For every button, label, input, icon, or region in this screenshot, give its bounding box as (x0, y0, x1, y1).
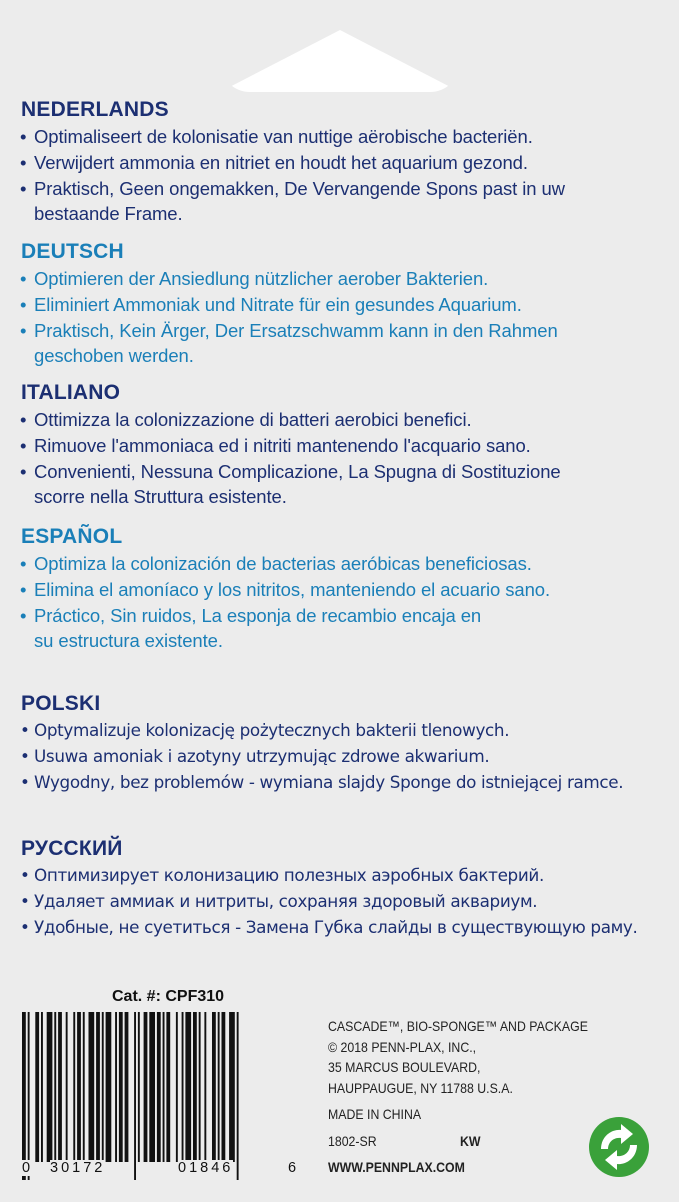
bullet-espanol-2: • Elimina el amoníaco y los nitritos, manteniendo el acuario sano. (21, 577, 554, 602)
legal-trademark: CASCADE™, BIO-SPONGE™ AND PACKAGE (328, 1018, 588, 1034)
legal-address-city: HAUPPAUGUE, NY 11788 U.S.A. (328, 1079, 513, 1096)
section-deutsch (21, 240, 671, 369)
barcode-bars (20, 1012, 292, 1180)
catalog-number: Cat. #: CPF310 (112, 988, 225, 1005)
hang-tab-cutout (220, 30, 460, 92)
barcode-digit-right: 6 (288, 1160, 297, 1176)
bullet-espanol-1: • Optimiza la colonización de bacterias aeróbicas beneficiosas. (21, 551, 671, 576)
bullet-polski-2: • Usuwa amoniak i azotyny utrzymując zdrowe akwarium. (21, 744, 671, 769)
bullet-espanol-3: • Práctico, Sin ruidos, La esponja de recambio encaja en su estructura existente. (21, 603, 504, 653)
barcode-digit-left: 0 (22, 1160, 31, 1176)
section-nederlands (21, 98, 671, 227)
section-title-italiano: ITALIANO (21, 381, 121, 404)
made-in-label: MADE IN CHINA (328, 1106, 422, 1122)
bullet-nederlands-1: • Optimaliseert de kolonisatie van nuttige aërobische bacteriën. (21, 124, 671, 149)
section-title-russian: РУССКИЙ (21, 837, 123, 860)
bullet-deutsch-3: • Praktisch, Kein Ärger, Der Ersatzschwamm kann in den Rahmen geschoben werden. (21, 318, 564, 368)
bullet-nederlands-3: • Praktisch, Geen ongemakken, De Vervangende Spons past in uw bestaande Frame. (21, 176, 574, 226)
section-title-nederlands: NEDERLANDS (21, 98, 169, 121)
section-title-espanol: ESPAÑOL (21, 525, 123, 548)
kw-mark: KW (460, 1132, 481, 1149)
bullet-polski-1: • Optymalizuje kolonizację pożytecznych bakterii tlenowych. (21, 718, 671, 743)
product-code: 1802-SR (328, 1132, 377, 1149)
bullet-russian-3: • Удобные, не суетиться - Замена Губка слайды в существующую раму. (21, 915, 649, 940)
section-russian (21, 837, 671, 941)
website-link[interactable]: WWW.PENNPLAX.COM (328, 1159, 465, 1175)
bullet-italiano-1: • Ottimizza la colonizzazione di batteri aerobici benefici. (21, 407, 671, 432)
legal-info (328, 1016, 592, 1178)
bullet-polski-3: • Wygodny, bez problemów - wymiana slajdy Sponge do istniejącej ramce. (21, 770, 644, 795)
section-title-polski: POLSKI (21, 692, 101, 715)
bullet-russian-1: • Оптимизирует колонизацию полезных аэробных бактерий. (21, 863, 671, 888)
bullet-russian-2: • Удаляет аммиак и нитриты, сохраняя здоровый аквариум. (21, 889, 671, 914)
recycle-icon (587, 1115, 651, 1179)
bullet-deutsch-1: • Optimieren der Ansiedlung nützlicher aerober Bakterien. (21, 266, 671, 291)
barcode-digits-group2: 01846 (178, 1160, 234, 1176)
section-title-deutsch: DEUTSCH (21, 240, 124, 263)
bullet-deutsch-2: • Eliminiert Ammoniak und Nitrate für ein gesundes Aquarium. (21, 292, 671, 317)
section-polski (21, 692, 671, 796)
barcode (20, 1012, 320, 1184)
legal-copyright: © 2018 PENN-PLAX, INC., (328, 1038, 477, 1055)
section-italiano (21, 381, 671, 510)
bullet-italiano-3: • Convenienti, Nessuna Complicazione, La Spugna di Sostituzione scorre nella Struttura esistente. (21, 459, 574, 509)
section-espanol (21, 525, 671, 654)
bullet-italiano-2: • Rimuove l'ammoniaca ed i nitriti mantenendo l'acquario sano. (21, 433, 671, 458)
legal-address-street: 35 MARCUS BOULEVARD, (328, 1059, 481, 1075)
bullet-nederlands-2: • Verwijdert ammonia en nitriet en houdt het aquarium gezond. (21, 150, 671, 175)
barcode-digits-group1: 30172 (50, 1160, 106, 1176)
